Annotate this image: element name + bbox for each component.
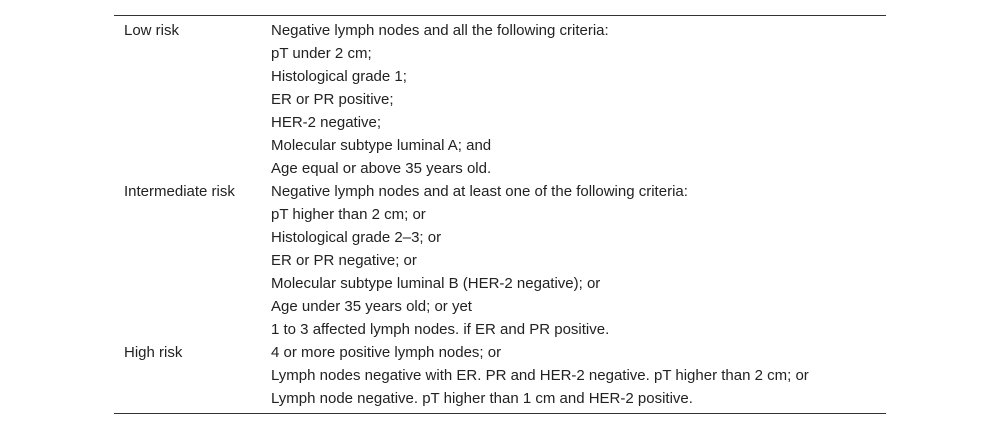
criterion-line: 1 to 3 affected lymph nodes. if ER and PR positive. bbox=[271, 321, 610, 338]
risk-row-low bbox=[114, 19, 886, 180]
criterion-line: pT higher than 2 cm; or bbox=[271, 206, 426, 223]
risk-criteria-list bbox=[271, 19, 886, 180]
criterion-line: Lymph nodes negative with ER. PR and HER-2 negative. pT higher than 2 cm; or bbox=[271, 367, 809, 384]
risk-label: High risk bbox=[124, 344, 183, 361]
criterion-line: Age under 35 years old; or yet bbox=[271, 298, 472, 315]
criterion-line: Molecular subtype luminal B (HER-2 negative); or bbox=[271, 275, 601, 292]
criterion-line: ER or PR positive; bbox=[271, 91, 394, 108]
risk-label: Intermediate risk bbox=[124, 183, 235, 200]
risk-label: Low risk bbox=[124, 22, 180, 39]
risk-criteria-list bbox=[271, 341, 886, 410]
risk-row-high bbox=[114, 341, 886, 410]
risk-classification-table bbox=[114, 15, 886, 414]
criterion-line: Age equal or above 35 years old. bbox=[271, 160, 492, 177]
criterion-line: Histological grade 2–3; or bbox=[271, 229, 442, 246]
risk-row-intermediate bbox=[114, 180, 886, 341]
criterion-line: 4 or more positive lymph nodes; or bbox=[271, 344, 502, 361]
criterion-line: HER-2 negative; bbox=[271, 114, 382, 131]
criterion-line: Histological grade 1; bbox=[271, 68, 407, 85]
criterion-line: ER or PR negative; or bbox=[271, 252, 417, 269]
criterion-line: Negative lymph nodes and at least one of the following criteria: bbox=[271, 183, 688, 200]
criterion-line: Negative lymph nodes and all the following criteria: bbox=[271, 22, 609, 39]
criterion-line: Molecular subtype luminal A; and bbox=[271, 137, 492, 154]
criterion-line: Lymph node negative. pT higher than 1 cm and HER-2 positive. bbox=[271, 390, 693, 407]
risk-criteria-list bbox=[271, 180, 886, 341]
criterion-line: pT under 2 cm; bbox=[271, 45, 372, 62]
